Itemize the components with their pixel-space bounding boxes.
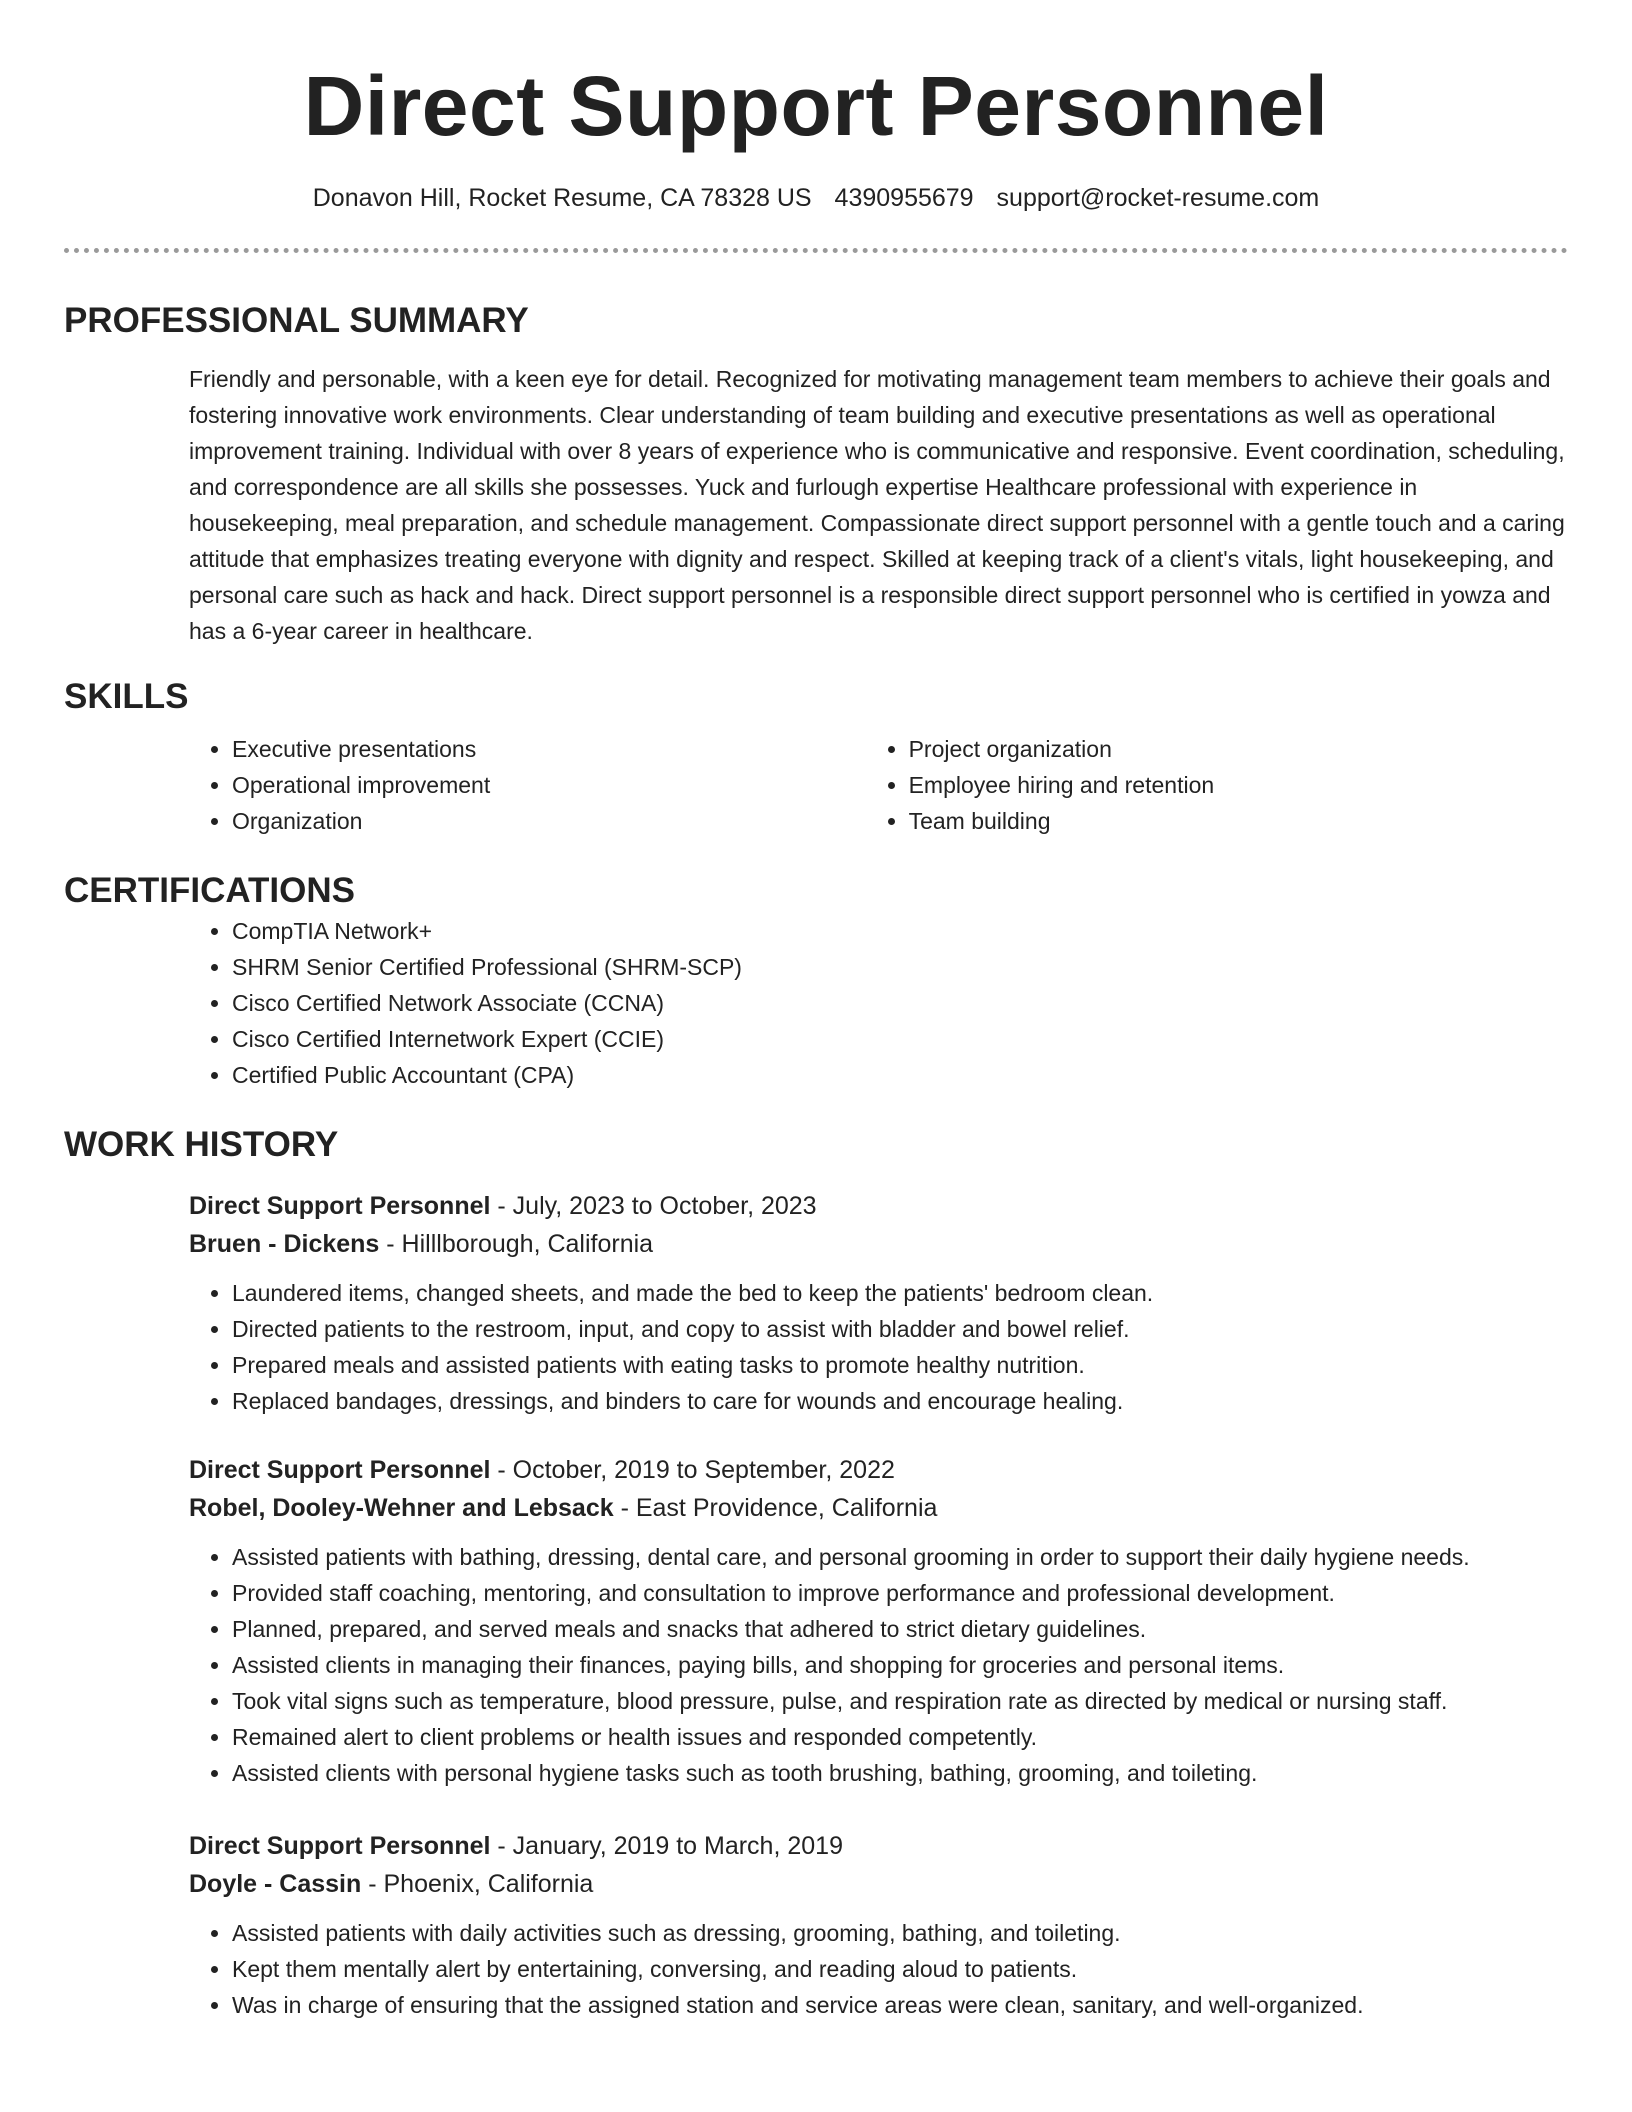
skill-item: • Executive presentations [232,731,873,767]
certifications-heading: CERTIFICATIONS [64,871,356,910]
certifications-list [64,913,1568,1093]
skills-columns [64,731,1568,839]
job-bullet: • Remained alert to client problems or health issues and responded competently. [232,1719,1568,1755]
job-title-line [189,1451,1568,1489]
job-title-line [189,1827,1568,1865]
contact-phone: 4390955679 [834,184,974,212]
job-company: Doyle - Cassin [189,1870,362,1898]
job-bullet: • Prepared meals and assisted patients with eating tasks to promote healthy nutrition. [232,1347,1568,1383]
summary-text: Friendly and personable, with a keen eye for detail. Recognized for motivating management team members to achieve their goals and fostering innovative work environments. Clear understanding of team building and executive presentations as well as operational improvement training. Individual with over 8 years of experience who is communicative and responsive. Event coordination, scheduling, and correspondence are all skills she possesses. Yuck and furlough expertise Healthcare professional with experience in housekeeping, meal preparation, and schedule management. Compassionate direct support personnel with a gentle touch and a caring attitude that emphasizes treating everyone with dignity and respect. Skilled at keeping track of a client's vitals, light housekeeping, and personal care such as hack and hack. Direct support personnel is a responsible direct support personnel who is certified in yowza and has a 6-year career in healthcare. [189,366,1565,644]
contact-email: support@rocket-resume.com [996,184,1320,212]
skill-item: • Employee hiring and retention [909,767,1568,803]
job-bullet: • Replaced bandages, dressings, and binders to care for wounds and encourage healing. [232,1383,1568,1419]
certification-item: • Cisco Certified Network Associate (CCNA) [232,985,1568,1021]
job-bullets [189,1915,1568,2023]
job-role: Direct Support Personnel [189,1456,491,1484]
job-bullet: • Assisted clients with personal hygiene tasks such as tooth brushing, bathing, grooming, and toileting. [232,1755,1568,1791]
contact-address: Donavon Hill, Rocket Resume, CA 78328 US [312,184,812,212]
job-bullet: • Kept them mentally alert by entertaining, conversing, and reading aloud to patients. [232,1951,1568,1987]
contact-line [64,182,1568,214]
skill-item: • Operational improvement [232,767,873,803]
job-company: Bruen - Dickens [189,1230,380,1258]
job-bullet: • Directed patients to the restroom, input, and copy to assist with bladder and bowel relief. [232,1311,1568,1347]
job-bullet: • Assisted clients in managing their finances, paying bills, and shopping for groceries and personal items. [232,1647,1568,1683]
job-location: - Hilllborough, California [379,1230,654,1258]
job-bullet: • Assisted patients with daily activities such as dressing, grooming, bathing, and toileting. [232,1915,1568,1951]
certification-item: • Cisco Certified Internetwork Expert (CCIE) [232,1021,1568,1057]
job-entry [189,1187,1568,1419]
job-dates: - October, 2019 to September, 2022 [490,1456,895,1484]
work-history-heading: WORK HISTORY [64,1125,339,1164]
skill-item: • Team building [909,803,1568,839]
job-location: - East Providence, California [613,1494,938,1522]
job-bullets [189,1539,1568,1791]
certification-item: • Certified Public Accountant (CPA) [232,1057,1568,1093]
job-bullet: • Took vital signs such as temperature, blood pressure, pulse, and respiration rate as directed by medical or nursing staff. [232,1683,1568,1719]
skill-item: • Project organization [909,731,1568,767]
header-divider [64,248,1568,253]
job-dates: - January, 2019 to March, 2019 [490,1832,843,1860]
job-role: Direct Support Personnel [189,1192,491,1220]
job-dates: - July, 2023 to October, 2023 [490,1192,817,1220]
job-company-line [189,1489,1568,1527]
job-bullets [189,1275,1568,1419]
skills-heading: SKILLS [64,677,189,716]
job-bullet: • Laundered items, changed sheets, and made the bed to keep the patients' bedroom clean. [232,1275,1568,1311]
job-title-line [189,1187,1568,1225]
job-role: Direct Support Personnel [189,1832,491,1860]
certification-item: • CompTIA Network+ [232,913,1568,949]
job-company: Robel, Dooley-Wehner and Lebsack [189,1494,614,1522]
skills-list-right [873,731,1568,839]
job-bullet: • Was in charge of ensuring that the assigned station and service areas were clean, sanitary, and well-organized. [232,1987,1568,2023]
summary-heading: PROFESSIONAL SUMMARY [64,301,529,340]
skills-list-left [64,731,873,839]
job-entry [189,1451,1568,1791]
job-company-line [189,1225,1568,1263]
job-location: - Phoenix, California [361,1870,594,1898]
job-company-line [189,1865,1568,1903]
certification-item: • SHRM Senior Certified Professional (SHRM-SCP) [232,949,1568,985]
job-bullet: • Provided staff coaching, mentoring, and consultation to improve performance and professional development. [232,1575,1568,1611]
resume-name: Direct Support Personnel [303,59,1329,153]
skill-item: • Organization [232,803,873,839]
job-bullet: • Assisted patients with bathing, dressing, dental care, and personal grooming in order to support their daily hygiene needs. [232,1539,1568,1575]
job-bullet: • Planned, prepared, and served meals and snacks that adhered to strict dietary guidelines. [232,1611,1568,1647]
job-entry [189,1827,1568,2023]
